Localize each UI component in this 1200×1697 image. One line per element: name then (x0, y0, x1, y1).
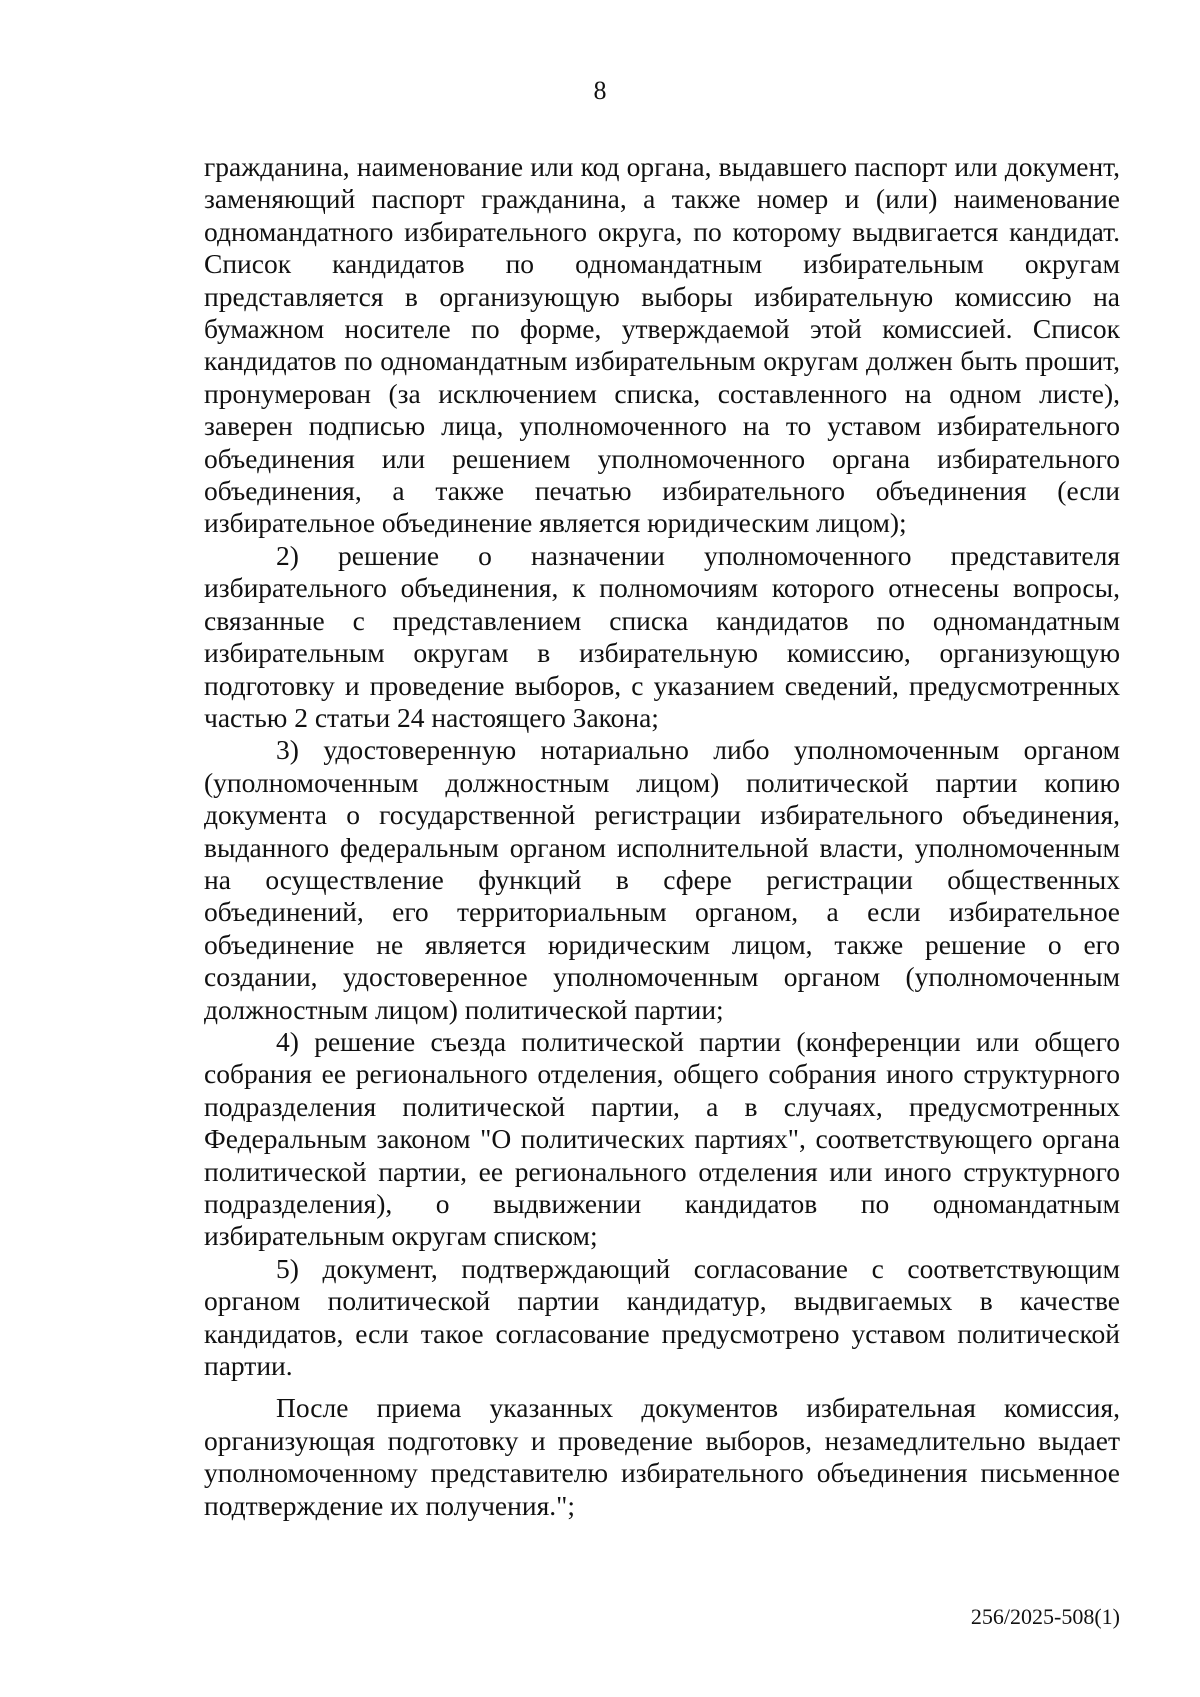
document-code: 256/2025-508(1) (970, 1604, 1120, 1629)
paragraph-item-5: 5) документ, подтверждающий согласование с соответствующим органом политической партии кандидатур, выдвигаемых в качестве кандидатов, если такое согласование предусмотрено уставом политической партии. (204, 1252, 1120, 1382)
paragraph-item-4: 4) решение съезда политической партии (конференции или общего собрания ее регионального отделения, общего собрания иного структурного подразделения политической партии, а в случаях, предусмотренных Федеральным законом "О политических партиях", соответствующего органа политической партии, ее регионального отделения или иного структурного подразделения), о выдвижении кандидатов по одномандатным избирательным округам списком; (204, 1025, 1120, 1252)
paragraph-item-2: 2) решение о назначении уполномоченного представителя избирательного объединения, к полномочиям которого отнесены вопросы, связанные с представлением списка кандидатов по одномандатным избирательным округам в избирательную комиссию, организующую подготовку и проведение выборов, с указанием сведений, предусмотренных частью 2 статьи 24 настоящего Закона; (204, 539, 1120, 733)
paragraph-continuation: гражданина, наименование или код органа, выдавшего паспорт или документ, заменяющий паспорт гражданина, а также номер и (или) наименование одномандатного избирательного округа, по которому выдвигается кандидат. Список кандидатов по одномандатным избирательным округам представляется в организующую выборы избирательную комиссию на бумажном носителе по форме, утверждаемой этой комиссией. Список кандидатов по одномандатным избирательным округам должен быть прошит, пронумерован (за исключением списка, составленного на одном листе), заверен подписью лица, уполномоченного на то уставом избирательного объединения или решением уполномоченного органа избирательного объединения, а также печатью избирательного объединения (если избирательное объединение является юридическим лицом); (204, 151, 1120, 539)
document-body (204, 151, 1120, 1522)
page-number: 8 (593, 76, 607, 105)
paragraph-closing: После приема указанных документов избирательная комиссия, организующая подготовку и проведение выборов, незамедлительно выдает уполномоченному представителю избирательного объединения письменное подтверждение их получения."; (204, 1392, 1120, 1521)
paragraph-item-3: 3) удостоверенную нотариально либо уполномоченным органом (уполномоченным должностным лицом) политической партии копию документа о государственной регистрации избирательного объединения, выданного федеральным органом исполнительной власти, уполномоченным на осуществление функций в сфере регистрации общественных объединений, его территориальным органом, а если избирательное объединение не является юридическим лицом, также решение о его создании, удостоверенное уполномоченным органом (уполномоченным должностным лицом) политической партии; (204, 734, 1120, 1025)
